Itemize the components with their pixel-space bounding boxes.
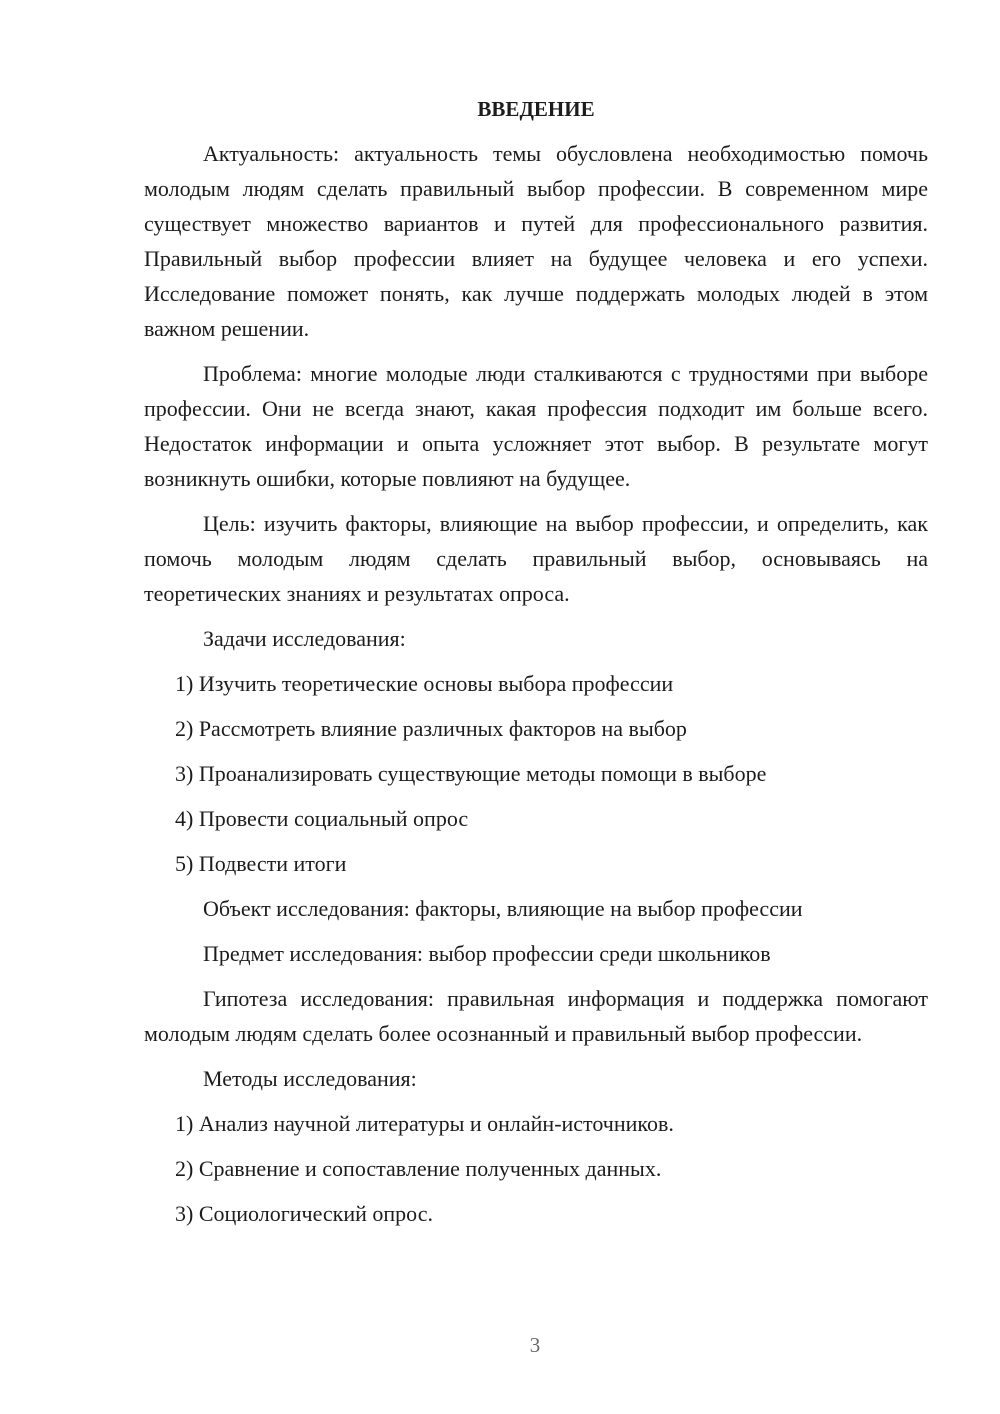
relevance-paragraph: Актуальность: актуальность темы обусловлена необходимостью помочь молодым людям сделать правильный выбор профессии. В современном мире существует множество вариантов и путей для профессионального развития. Правильный выбор профессии влияет на будущее человека и его успехи. Исследование поможет понять, как лучше поддержать молодых людей в этом важном решении. <box>144 141 928 341</box>
task-item: 4) Провести социальный опрос <box>175 806 469 831</box>
object-paragraph: Объект исследования: факторы, влияющие на выбор профессии <box>203 896 803 921</box>
page-title: ВВЕДЕНИЕ <box>477 97 595 121</box>
page-content <box>144 92 928 1241</box>
task-item: 1) Изучить теоретические основы выбора профессии <box>175 671 674 696</box>
page-number: 3 <box>529 1333 541 1357</box>
subject-paragraph: Предмет исследования: выбор профессии среди школьников <box>203 941 771 966</box>
methods-heading: Методы исследования: <box>203 1066 417 1091</box>
tasks-heading: Задачи исследования: <box>203 626 406 651</box>
task-item: 5) Подвести итоги <box>175 851 347 876</box>
task-item: 3) Проанализировать существующие методы помощи в выборе <box>175 761 767 786</box>
goal-paragraph: Цель: изучить факторы, влияющие на выбор профессии, и определить, как помочь молодым людям сделать правильный выбор, основываясь на теоретических знаниях и результатах опроса. <box>144 511 928 606</box>
method-item: 2) Сравнение и сопоставление полученных данных. <box>175 1156 662 1181</box>
method-item: 1) Анализ научной литературы и онлайн-источников. <box>175 1111 674 1136</box>
problem-paragraph: Проблема: многие молодые люди сталкиваются с трудностями при выборе профессии. Они не всегда знают, какая профессия подходит им больше всего. Недостаток информации и опыта усложняет этот выбор. В результате могут возникнуть ошибки, которые повлияют на будущее. <box>144 361 928 491</box>
task-item: 2) Рассмотреть влияние различных факторов на выбор <box>175 716 687 741</box>
method-item: 3) Социологический опрос. <box>175 1201 433 1226</box>
hypothesis-paragraph: Гипотеза исследования: правильная информация и поддержка помогают молодым людям сделать более осознанный и правильный выбор профессии. <box>144 986 928 1046</box>
